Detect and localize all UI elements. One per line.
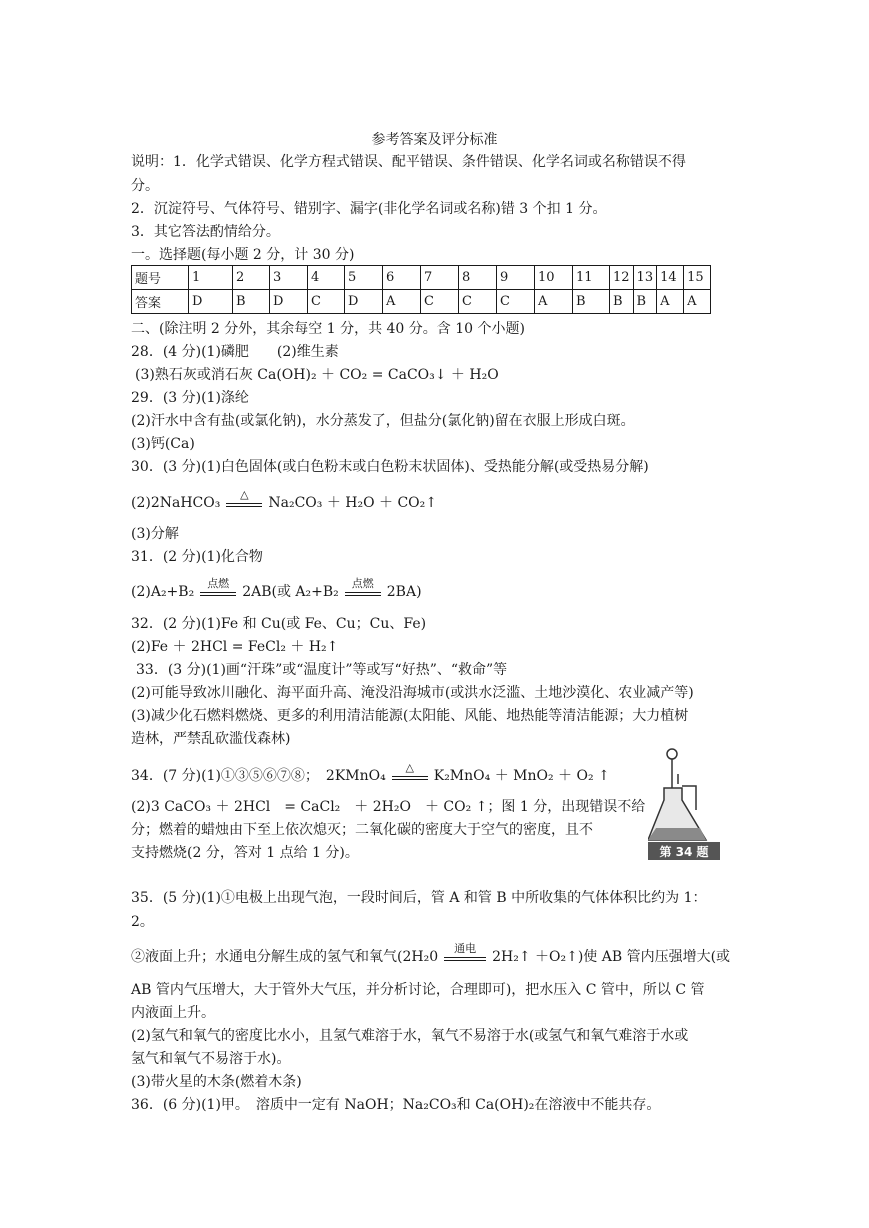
equation-reactant: 34．(7 分)(1)①③⑤⑥⑦⑧； 2KMnO₄ <box>131 768 386 784</box>
table-cell: 题号 <box>132 266 189 290</box>
table-row <box>132 266 711 290</box>
table-cell: 11 <box>573 266 610 290</box>
answer-line: 2。 <box>131 914 154 930</box>
note-line: 说明：1．化学式错误、化学方程式错误、配平错误、条件错误、化学名词或名称错误不得 <box>131 154 686 170</box>
table-cell: A <box>684 290 711 314</box>
section-heading: 二、(除注明 2 分外，其余每空 1 分，共 40 分。含 10 个小题) <box>131 321 525 337</box>
equation-line <box>131 488 438 512</box>
answer-line: (2)3 CaCO₃ ＋ 2HCl = CaCl₂ ＋ 2H₂O ＋ CO₂ ↑；图 1 分，出现错误不给 <box>131 799 646 815</box>
section-heading: 一。选择题(每小题 2 分，计 30 分) <box>131 247 355 263</box>
table-cell: C <box>497 290 535 314</box>
answer-text: 2H₂↑ ＋O₂↑)使 AB 管内压强增大(或 <box>492 949 731 965</box>
answer-line: (3)钙(Ca) <box>131 436 195 452</box>
table-cell: 14 <box>657 266 684 290</box>
answer-line: 35．(5 分)(1)①电极上出现气泡，一段时间后，管 A 和管 B 中所收集的气体体积比约为 1： <box>131 890 707 906</box>
table-cell: A <box>535 290 573 314</box>
table-cell: 13 <box>633 266 657 290</box>
answer-line: (2)氢气和氧气的密度比水小，且氢气难溶于水，氧气不易溶于水(或氢气和氧气难溶于水或 <box>131 1028 689 1044</box>
table-row <box>132 290 711 314</box>
answer-line: 36．(6 分)(1)甲。 溶质中一定有 NaOH；Na₂CO₃和 Ca(OH)₂在溶液中不能共存。 <box>131 1097 661 1113</box>
note-line: 3．其它答法酌情给分。 <box>131 224 280 240</box>
equation-line <box>131 577 422 601</box>
answer-line: 分；燃着的蜡烛由下至上依次熄灭；二氧化碳的密度大于空气的密度，且不 <box>131 822 593 838</box>
table-cell: A <box>657 290 684 314</box>
reaction-arrow <box>224 488 264 512</box>
answer-line: (2)汗水中含有盐(或氯化钠)，水分蒸发了，但盐分(氯化钠)留在衣服上形成白斑。 <box>131 413 635 429</box>
table-cell: 6 <box>383 266 421 290</box>
note-line: 2．沉淀符号、气体符号、错别字、漏字(非化学名词或名称)错 3 个扣 1 分。 <box>131 201 607 217</box>
table-cell: D <box>270 290 308 314</box>
table-cell: 3 <box>270 266 308 290</box>
answer-table <box>131 265 711 314</box>
table-cell: 9 <box>497 266 535 290</box>
reaction-arrow <box>390 761 430 785</box>
table-cell: A <box>383 290 421 314</box>
answer-line: (2)Fe ＋ 2HCl = FeCl₂ ＋ H₂↑ <box>131 639 339 655</box>
equation-line <box>131 942 731 966</box>
equation-reactant: (2)2NaHCO₃ <box>131 495 221 511</box>
reaction-condition: △ <box>405 761 414 774</box>
answer-line: (3)熟石灰或消石灰 Ca(OH)₂ ＋ CO₂ = CaCO₃↓ ＋ H₂O <box>135 367 499 383</box>
equation-part: 2BA) <box>386 584 422 600</box>
table-cell: 8 <box>459 266 497 290</box>
answer-line: (3)减少化石燃料燃烧、更多的利用清洁能源(太阳能、风能、地热能等清洁能源；大力植树 <box>131 708 689 724</box>
table-cell: D <box>345 290 383 314</box>
answer-line: 31．(2 分)(1)化合物 <box>131 549 263 565</box>
equation-part: 2AB(或 A₂+B₂ <box>242 584 339 600</box>
answer-line: (2)可能导致冰川融化、海平面升高、淹没沿海城市(或洪水泛滥、土地沙漠化、农业减产等) <box>131 685 694 701</box>
reaction-arrow <box>343 577 383 601</box>
table-cell: C <box>459 290 497 314</box>
answer-line: 33．(3 分)(1)画“汗珠”或“温度计”等或写“好热”、“救命”等 <box>136 662 508 678</box>
table-cell: 答案 <box>132 290 189 314</box>
table-cell: 12 <box>610 266 634 290</box>
table-cell: B <box>610 290 634 314</box>
answer-line: 28．(4 分)(1)磷肥 (2)维生素 <box>131 344 339 360</box>
answer-line: (3)带火星的木条(燃着木条) <box>131 1074 302 1090</box>
table-cell: 15 <box>684 266 711 290</box>
reaction-condition: 通电 <box>454 942 477 955</box>
reaction-condition: 点燃 <box>351 577 374 590</box>
page-title: 参考答案及评分标准 <box>371 132 498 148</box>
answer-line: 30．(3 分)(1)白色固体(或白色粉末或白色粉末状固体)、受热能分解(或受热易分解) <box>131 459 649 475</box>
reaction-condition: △ <box>240 488 249 501</box>
answer-line: 32．(2 分)(1)Fe 和 Cu(或 Fe、Cu；Cu、Fe) <box>131 616 427 632</box>
flask-apparatus-figure <box>648 748 720 860</box>
table-cell: 10 <box>535 266 573 290</box>
table-cell: 7 <box>421 266 459 290</box>
table-cell: 2 <box>233 266 270 290</box>
answer-line: 内液面上升。 <box>131 1005 215 1021</box>
reaction-arrow <box>442 942 488 966</box>
equation-part: (2)A₂+B₂ <box>131 584 195 600</box>
table-cell: 1 <box>189 266 233 290</box>
answer-line: 氢气和氧气不易溶于水)。 <box>131 1051 291 1067</box>
answer-line: AB 管内气压增大，大于管外大气压，并分析讨论，合理即可)，把水压入 C 管中，所以 C 管 <box>131 982 705 998</box>
answer-line: 支持燃烧(2 分，答对 1 点给 1 分)。 <box>131 845 359 861</box>
answer-line: (3)分解 <box>131 526 179 542</box>
table-cell: D <box>189 290 233 314</box>
answer-line: 造林，严禁乱砍滥伐森林) <box>131 731 291 747</box>
equation-product: Na₂CO₃ ＋ H₂O ＋ CO₂↑ <box>268 495 438 511</box>
table-cell: 5 <box>345 266 383 290</box>
table-cell: C <box>308 290 345 314</box>
answer-line: 29．(3 分)(1)涤纶 <box>131 390 249 406</box>
flask-apparatus-icon <box>648 748 720 860</box>
table-cell: B <box>573 290 610 314</box>
table-cell: C <box>421 290 459 314</box>
equation-line <box>131 761 610 785</box>
equation-product: K₂MnO₄ ＋ MnO₂ ＋ O₂ ↑ <box>433 768 610 784</box>
note-line: 分。 <box>131 178 159 194</box>
answer-text: ②液面上升；水通电分解生成的氢气和氧气(2H₂0 <box>131 949 439 965</box>
reaction-condition: 点燃 <box>207 577 230 590</box>
reaction-arrow <box>198 577 238 601</box>
table-cell: B <box>233 290 270 314</box>
table-cell: B <box>633 290 657 314</box>
table-cell: 4 <box>308 266 345 290</box>
figure-caption: 第 34 题 <box>659 845 709 859</box>
